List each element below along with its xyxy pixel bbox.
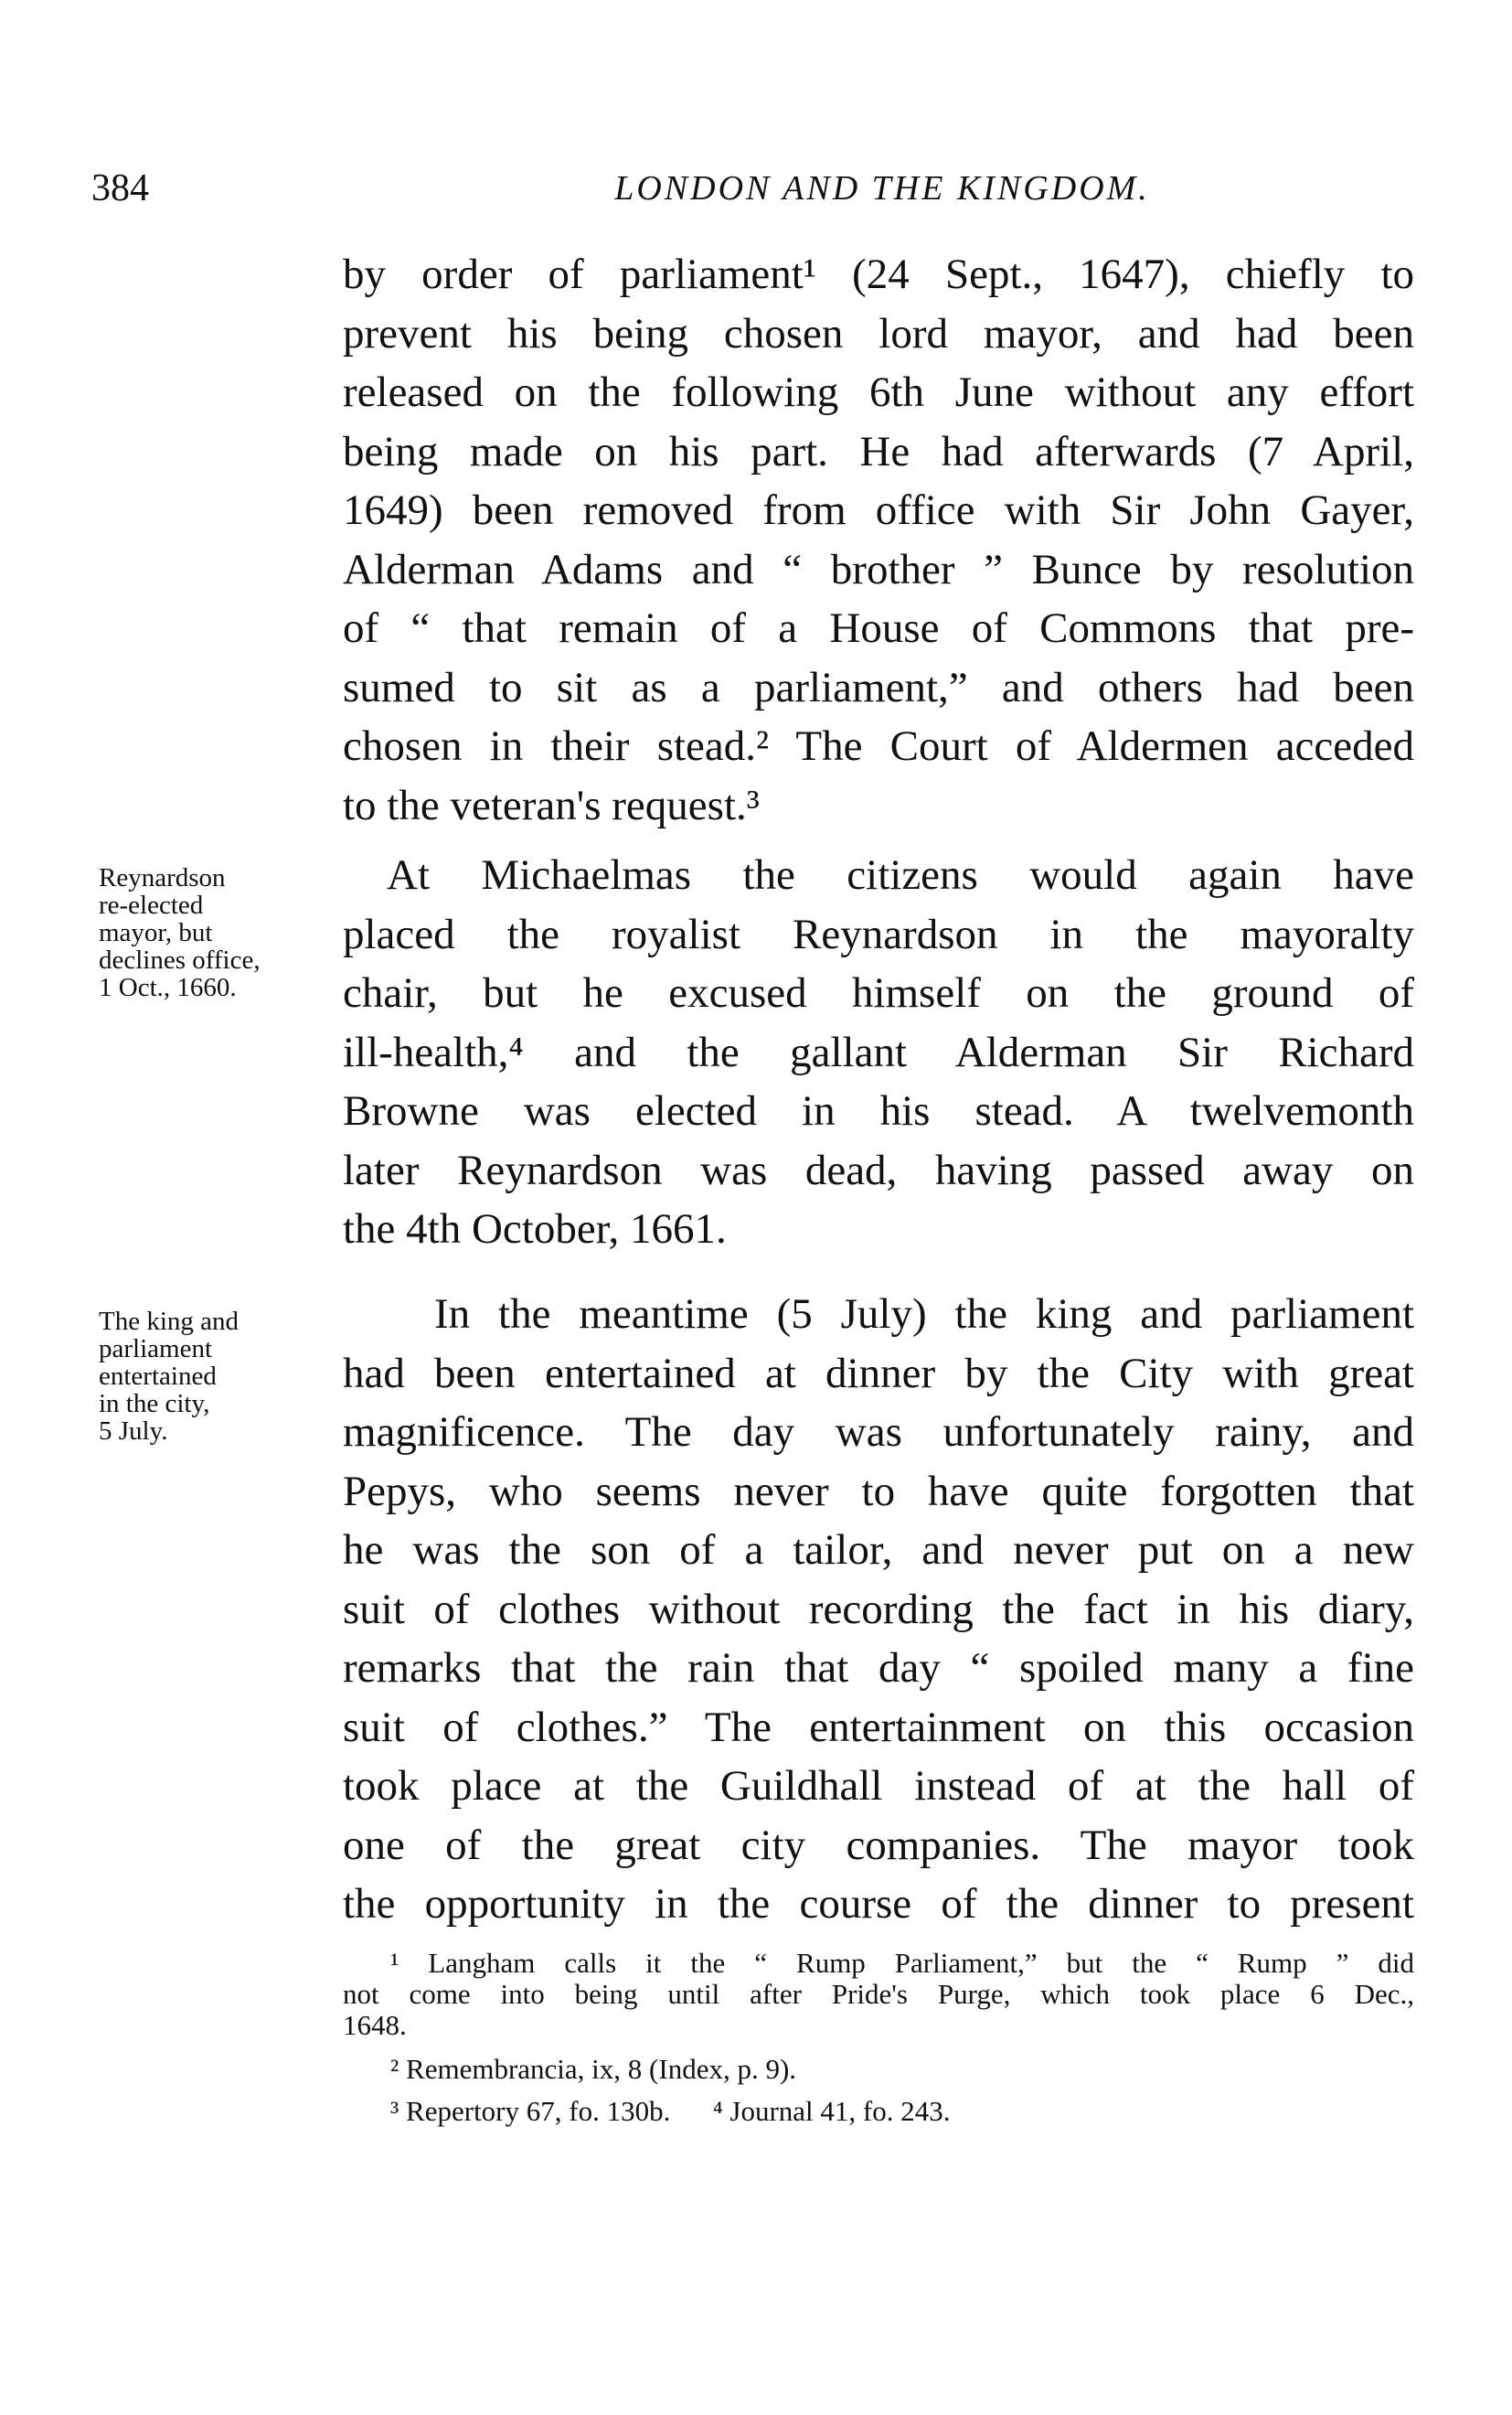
margin-note-king bbox=[99, 1308, 318, 1445]
text-line: one of the great city companies. The mayor took bbox=[343, 1821, 1414, 1869]
text-line: the opportunity in the course of the dinner to present bbox=[343, 1880, 1414, 1928]
paragraph-2 bbox=[343, 846, 1414, 1259]
footnotes bbox=[343, 1948, 1414, 2127]
margin-note-line: Reynardson bbox=[99, 863, 226, 892]
margin-note-line: entertained bbox=[99, 1362, 217, 1391]
text-line: suit of clothes.” The entertainment on this occasion bbox=[343, 1703, 1414, 1751]
text-line: At Michaelmas the citizens would again have bbox=[387, 851, 1414, 899]
text-line: later Reynardson was dead, having passed away on bbox=[343, 1146, 1414, 1194]
page-number: 384 bbox=[91, 167, 149, 209]
text-line: the 4th October, 1661. bbox=[343, 1205, 727, 1253]
footnote-line: ¹ Langham calls it the “ Rump Parliament,” but the “ Rump ” did bbox=[390, 1947, 1414, 1979]
margin-note-line: re-elected bbox=[99, 891, 204, 920]
text-line: In the meantime (5 July) the king and parliament bbox=[434, 1290, 1414, 1338]
text-line: magnificence. The day was unfortunately rainy, and bbox=[343, 1408, 1414, 1456]
paragraph-3 bbox=[343, 1285, 1414, 1934]
text-line: Pepys, who seems never to have quite forgotten that bbox=[343, 1467, 1414, 1515]
footnote-line: 1648. bbox=[343, 2009, 407, 2041]
margin-note-line: parliament bbox=[99, 1334, 213, 1363]
text-line: sumed to sit as a parliament,” and others had been bbox=[343, 663, 1414, 711]
margin-note-reynardson bbox=[99, 864, 318, 1001]
text-line: chosen in their stead.² The Court of Aldermen acceded bbox=[343, 722, 1414, 770]
text-line: suit of clothes without recording the fact in his diary, bbox=[343, 1585, 1414, 1633]
text-line: 1649) been removed from office with Sir John Gayer, bbox=[343, 486, 1414, 534]
margin-note-line: mayor, but bbox=[99, 918, 213, 947]
footnote-line: ² Remembrancia, ix, 8 (Index, p. 9). bbox=[390, 2053, 797, 2085]
margin-note-line: 1 Oct., 1660. bbox=[99, 973, 237, 1002]
text-line: by order of parliament¹ (24 Sept., 1647), chiefly to bbox=[343, 251, 1414, 298]
text-line: Alderman Adams and “ brother ” Bunce by resolution bbox=[343, 545, 1414, 593]
running-title: LONDON AND THE KINGDOM. bbox=[614, 169, 1150, 208]
text-line: had been entertained at dinner by the City with great bbox=[343, 1349, 1414, 1397]
footnote-line: ³ Repertory 67, fo. 130b. ⁴ Journal 41, fo. 243. bbox=[390, 2095, 951, 2127]
text-line: he was the son of a tailor, and never put on a new bbox=[343, 1526, 1414, 1574]
footnote-1 bbox=[343, 1948, 1414, 2041]
text-line: Browne was elected in his stead. A twelvemonth bbox=[343, 1087, 1414, 1135]
margin-note-line: declines office, bbox=[99, 946, 261, 975]
footnote-line: not come into being until after Pride's Purge, which took place 6 Dec., bbox=[343, 1978, 1414, 2010]
text-line: took place at the Guildhall instead of at the hall of bbox=[343, 1762, 1414, 1810]
paragraph-1 bbox=[343, 245, 1414, 835]
margin-note-line: 5 July. bbox=[99, 1416, 168, 1446]
margin-note-line: in the city, bbox=[99, 1389, 210, 1418]
text-line: remarks that the rain that day “ spoiled many a fine bbox=[343, 1644, 1414, 1692]
text-line: prevent his being chosen lord mayor, and had been bbox=[343, 309, 1414, 358]
footnote-2 bbox=[343, 2054, 1414, 2085]
text-line: released on the following 6th June without any effort bbox=[343, 369, 1414, 416]
margin-note-line: The king and bbox=[99, 1307, 240, 1336]
text-line: of “ that remain of a House of Commons that pre- bbox=[343, 604, 1414, 652]
text-line: to the veteran's request.³ bbox=[343, 781, 760, 829]
footnote-3-4 bbox=[343, 2096, 1414, 2127]
text-line: ill-health,⁴ and the gallant Alderman Sir Richard bbox=[343, 1028, 1414, 1076]
text-line: placed the royalist Reynardson in the mayoralty bbox=[343, 910, 1414, 958]
text-line: being made on his part. He had afterwards (7 April, bbox=[343, 427, 1414, 476]
text-line: chair, but he excused himself on the ground of bbox=[343, 969, 1414, 1017]
